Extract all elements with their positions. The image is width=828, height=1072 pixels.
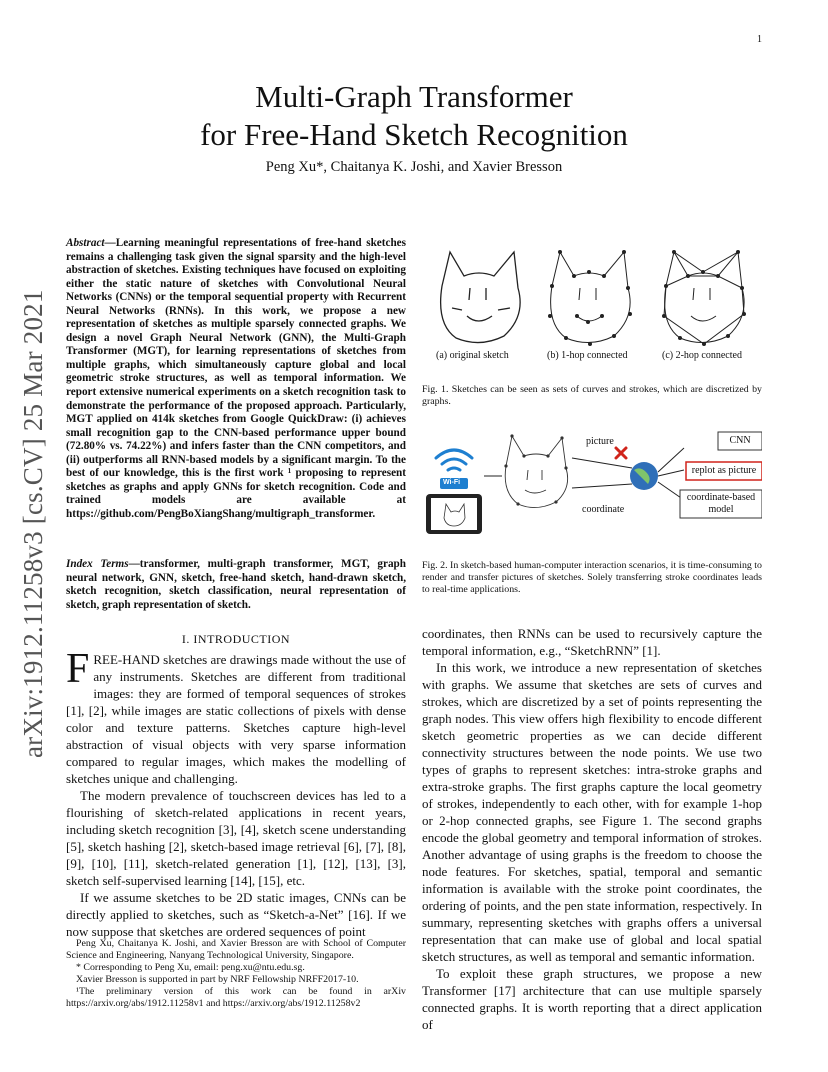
footnote-funding: Xavier Bresson is supported in part by NRF Fellowship NRFF2017-10. [76, 974, 359, 985]
figure-2-caption: Fig. 2. In sketch-based human-computer interaction scenarios, it is time-consuming to render and transfer pictures of sketches. Solely transferring stroke coordinates leads to real-time applications. [422, 560, 762, 595]
fig2-box-coordinate-line2: model [708, 504, 734, 515]
abstract [66, 237, 406, 521]
cat-sketch-1hop-nodes [548, 250, 632, 346]
introduction-left-column [66, 646, 406, 940]
cat-sketch-1hop [551, 252, 631, 343]
rcol-paragraph-1: coordinates, then RNNs can be used to recursively capture the temporal information, e.g., “SketchRNN” [1]. [422, 626, 762, 658]
index-terms-label: Index Terms [66, 558, 129, 570]
rcol-paragraph-2: In this work, we introduce a new representation of sketches with graphs. We assume that sketches are sets of curves and strokes, which are discretized by a set of points representing the graph nodes. This view offers high flexibility to encode different sketch geometric properties as we can decide different connectivity structures between the node points. We use two types of graphs to represent sketches: intra-stroke graphs and extra-stroke graphs. The first graphs capture the local geometry of strokes, independently to each other, with for example 1-hop or 2-hop connected graphs, see Figure 1. The second graphs encode the global geometry and temporal information of strokes. Another advantage of using graphs is the freedom to choose the node features. For sketches, spatial, temporal and semantic information is available with the stroke point coordinates, the ordering of points, and the pen state information, respectively. In summary, representing sketches with graphs offers a universal representation that can make use of global and local spatial sketch structures, as well as temporal and semantic information. [422, 660, 762, 964]
author-list: Peng Xu*, Chaitanya K. Joshi, and Xavier Bresson [265, 159, 563, 175]
drop-cap: F [66, 646, 90, 692]
wifi-icon [436, 450, 472, 470]
abstract-label: Abstract [66, 237, 105, 249]
footnote-preliminary: ¹The preliminary version of this work can be found in arXiv https://arxiv.org/abs/1912.11258v1 and https://arxiv.org/abs/1912.11258v2 [66, 986, 406, 1009]
index-terms [66, 558, 406, 612]
fig2-label-coordinate: coordinate [582, 504, 625, 515]
paper-title [90, 78, 738, 154]
rcol-paragraph-3: To exploit these graph structures, we propose a new Transformer [17] architecture that can use multiple sparsely connected graphs. It is worth reporting that a direct application of [422, 966, 762, 1032]
footnote-affiliation: Peng Xu, Chaitanya K. Joshi, and Xavier Bresson are with School of Computer Science and Engineering, Nanyang Technological University, Singapore. [66, 938, 406, 961]
fig1-label-a: (a) original sketch [436, 350, 509, 361]
fig2-box-cnn: CNN [729, 435, 751, 446]
cat-graph-nodes [504, 434, 567, 505]
abstract-text: —Learning meaningful representations of free-hand sketches remains a challenging task given the signal sparsity and the high-level abstraction of sketches. Existing techniques have focused on exploiting either the static nature of sketches with Convolutional Neural Networks (CNNs) or the temporal sequential property with Recurrent Neural Networks (RNNs). In this work, we propose a new representation of sketches as multiple sparsely connected graphs. We design a novel Graph Neural Network (GNN), the Multi-Graph Transformer (MGT), for learning representations of sketches from multiple graphs, which simultaneously capture global and local geometric stroke structures, as well as temporal information. We report extensive numerical experiments on a sketch recognition task to demonstrate the performance of the proposed approach. Particularly, MGT applied on 414k sketches from Google QuickDraw: (i) achieves small recognition gap to the CNN-based performance upper bound (72.80% vs. 74.22%) and infers faster than the CNN competitors, and (ii) outperforms all RNN-based models by a significant margin. To the best of our knowledge, this is the first work ¹ proposing to represent sketches as graphs and apply GNNs for sketch recognition. Code and trained models are available at https://github.com/PengBoXiangShang/multigraph_transformer. [66, 237, 406, 520]
intro-paragraph-1-text: REE-HAND sketches are drawings made without the use of any instruments. Sketches are different from traditional images: they are formed of temporal sequences of strokes [1], [2], while images are static collections of pixels with dense color and texture patterns. Sketches capture high-level abstraction of visual objects with very sparse information compared to regular images, which makes the modelling of sketches unique and challenging. [66, 652, 406, 786]
figure-1-caption: Fig. 1. Sketches can be seen as sets of curves and strokes, which are discretized by graphs. [422, 384, 762, 407]
fig2-label-picture: picture [586, 436, 614, 447]
title-line-2: for Free-Hand Sketch Recognition [200, 117, 628, 152]
section-heading: I. INTRODUCTION [181, 632, 291, 646]
right-column-text [422, 625, 762, 1033]
page-number: 1 [757, 34, 762, 45]
blocked-cross-icon [616, 448, 626, 458]
fig1-label-c: (c) 2-hop connected [662, 350, 742, 361]
fig1-label-b: (b) 1-hop connected [547, 350, 628, 361]
fig2-box-replot: replot as picture [691, 465, 757, 476]
fig2-box-coordinate-line1: coordinate-based [686, 492, 756, 503]
title-line-1: Multi-Graph Transformer [255, 79, 573, 114]
fig2-wifi-text: Wi-Fi [443, 479, 461, 486]
intro-paragraph-2: The modern prevalence of touchscreen devices has led to a flourishing of sketch-related applications in recent years, including sketch recognition [3], [4], sketch scene understanding [5], sketch hashing [2], sketch-based image retrieval [6], [7], [8], [9], [10], [11], sketch-related generation [1], [12], [13], [3], sketch self-supervised learning [14], [15], etc. [66, 788, 406, 888]
cat-sketch-original [441, 252, 521, 343]
footnotes [66, 938, 406, 1010]
cat-sketch-2hop-nodes [662, 250, 746, 346]
tablet-icon [426, 494, 482, 534]
figure-1 [422, 236, 762, 366]
intro-paragraph-1 [66, 646, 406, 787]
cat-graph-sketch [505, 436, 567, 508]
index-terms-text: —transformer, multi-graph transformer, MGT, graph neural network, GNN, sketch, free-hand sketch, hand-drawn sketch, sketch recognition, sketch classification, neural representation of sketch, graph representation of sketch. [66, 558, 406, 611]
arxiv-identifier: arXiv:1912.11258v3 [cs.CV] 25 Mar 2021 [18, 289, 48, 758]
footnote-corresponding: * Corresponding to Peng Xu, email: peng.xu@ntu.edu.sg. [76, 962, 305, 973]
intro-paragraph-3: If we assume sketches to be 2D static images, CNNs can be directly applied to sketches, such as “Sketch-a-Net” [16]. If we now suppose that sketches are ordered sequences of point [66, 890, 406, 939]
figure-1-sketches [422, 236, 762, 366]
cat-sketch-2hop [664, 252, 744, 344]
fig2-box-coordinate-model [680, 492, 762, 516]
figure-2 [422, 426, 762, 538]
